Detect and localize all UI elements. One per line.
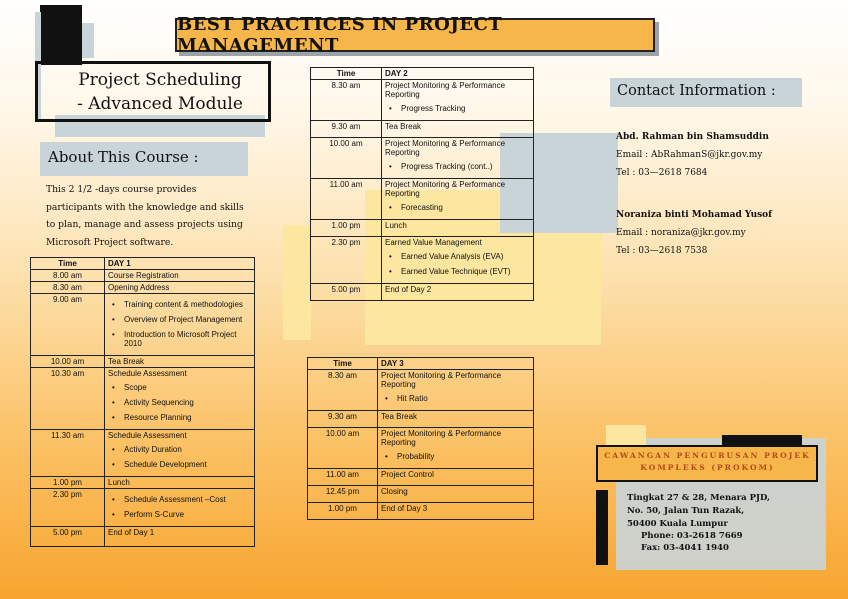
table-row [31,430,255,477]
session-title: Project Monitoring & Performance Reporting [385,180,506,198]
about-line: to plan, manage and assess projects using [46,219,243,230]
session-title: End of Day 1 [108,528,155,537]
session-title: End of Day 2 [385,285,432,294]
session-topic: • Schedule Development [108,460,251,469]
session-time: 1.00 pm [31,477,105,489]
session-time: 9.30 am [308,411,378,428]
day1-schedule-table [30,257,255,547]
session-topic: • Progress Tracking (cont..) [385,162,530,171]
session-title: Closing [381,487,408,496]
deco-gray-bar-top [82,23,94,58]
table-row [308,469,534,486]
session-content [378,370,534,411]
session-time: 8.30 am [311,80,382,121]
session-content [382,237,534,284]
table-row [31,368,255,430]
prokom-line1: CAWANGAN PENGURUSAN PROJEK [604,451,811,460]
session-topics [385,104,530,113]
title-banner [175,14,655,56]
prokom-line2: KOMPLEKS (PROKOM) [640,463,775,472]
table-row [31,477,255,489]
table-row [31,356,255,368]
session-title: Schedule Assessment [108,369,187,378]
module-title-line1: Project Scheduling [78,70,242,90]
day3-schedule-table [307,357,534,520]
session-content [378,486,534,503]
session-time: 10.30 am [31,368,105,430]
about-heading-box [40,142,248,176]
about-line: Microsoft Project software. [46,236,174,248]
session-title: Tea Break [108,357,145,366]
session-topic: • Scope [108,383,251,392]
table-row [308,411,534,428]
table-row [31,270,255,282]
deco-black-strip-bottom [596,490,608,565]
prokom-name [600,450,815,474]
table-row [31,282,255,294]
session-time: 5.00 pm [311,284,382,301]
address-line: No. 50, Jalan Tun Razak, [627,506,745,516]
session-title: Project Monitoring & Performance Reporting [381,429,502,447]
contact1-name: Abd. Rahman bin Shamsuddin [616,132,769,142]
session-content [382,220,534,237]
session-content [105,489,255,527]
deco-black-square [40,5,82,65]
session-time: 8.30 am [308,370,378,411]
session-topics [385,252,530,276]
about-text [46,181,256,251]
session-content [105,356,255,368]
session-content [378,411,534,428]
session-time: 2.30 pm [31,489,105,527]
session-time: 10.00 am [311,138,382,179]
day2-schedule-table [310,67,534,301]
session-topics [108,383,251,422]
session-content [382,179,534,220]
session-time: 11.30 am [31,430,105,477]
session-topic: • Activity Duration [108,445,251,454]
session-topics [385,162,530,171]
contact1-phone: Tel : 03—2618 7684 [616,168,708,178]
session-title: Course Registration [108,271,179,280]
contact-heading-box [610,78,802,107]
session-time: 8.30 am [31,282,105,294]
about-line: This 2 1/2 -days course provides [46,184,197,195]
table-row [311,80,534,121]
session-content [378,428,534,469]
session-time: 8.00 am [31,270,105,282]
session-content [382,121,534,138]
table-row [311,284,534,301]
session-topics [381,452,530,461]
session-content [105,527,255,547]
about-line: participants with the knowledge and skills [46,201,244,213]
col-time-header: Time [308,358,378,370]
session-topic: • Training content & methodologies [108,300,251,309]
session-content [105,430,255,477]
session-topics [381,394,530,403]
contact2-email[interactable]: Email : noraniza@jkr.gov.my [616,228,746,238]
about-heading: About This Course : [48,148,199,166]
table-header-row [31,258,255,270]
session-time: 11.00 am [308,469,378,486]
session-title: Tea Break [381,412,418,421]
session-content [382,284,534,301]
session-content [105,477,255,489]
address-phone: Phone: 03-2618 7669 [641,531,743,541]
session-title: Tea Break [385,122,422,131]
session-topic: • Progress Tracking [385,104,530,113]
module-title [70,68,250,116]
table-row [31,527,255,547]
session-topic: • Schedule Assessment –Cost [108,495,251,504]
session-time: 9.30 am [311,121,382,138]
table-row [308,370,534,411]
deco-yellow-left [283,225,311,340]
session-content [105,270,255,282]
session-topic: • Earned Value Technique (EVT) [385,267,530,276]
col-time-header: Time [31,258,105,270]
session-content [382,80,534,121]
session-title: Lunch [108,478,130,487]
session-content [105,282,255,294]
session-topic: • Introduction to Microsoft Project 2010 [108,330,251,348]
table-row [311,179,534,220]
session-time: 5.00 pm [31,527,105,547]
col-time-header: Time [311,68,382,80]
session-topic: • Activity Sequencing [108,398,251,407]
session-time: 10.00 am [308,428,378,469]
table-row [31,489,255,527]
session-content [382,138,534,179]
session-title: Project Monitoring & Performance Reporting [381,371,502,389]
address-line: Tingkat 27 & 28, Menara PJD, [627,493,771,503]
session-time: 2.30 pm [311,237,382,284]
session-time: 1.00 pm [308,503,378,520]
col-day-header: DAY 2 [382,68,534,80]
deco-yellow-bottom-right [606,425,646,447]
session-topics [108,445,251,469]
session-title: End of Day 3 [381,504,428,513]
module-title-line2: - Advanced Module [77,94,243,114]
session-content [378,503,534,520]
session-content [378,469,534,486]
session-time: 12.45 pm [308,486,378,503]
table-row [308,428,534,469]
session-topic: • Probability [381,452,530,461]
session-topic: • Hit Ratio [381,394,530,403]
table-row [308,486,534,503]
session-title: Schedule Assessment [108,431,187,440]
session-content [105,294,255,356]
table-row [311,220,534,237]
session-title: Project Control [381,470,434,479]
table-header-row [311,68,534,80]
session-time: 11.00 am [311,179,382,220]
session-topic: • Resource Planning [108,413,251,422]
contact1-email[interactable]: Email : AbRahmanS@jkr.gov.my [616,150,763,160]
table-row [311,237,534,284]
session-topic: • Earned Value Analysis (EVA) [385,252,530,261]
table-header-row [308,358,534,370]
session-topic: • Perform S-Curve [108,510,251,519]
session-time: 9.00 am [31,294,105,356]
col-day-header: DAY 1 [105,258,255,270]
session-content [105,368,255,430]
session-title: Opening Address [108,283,170,292]
session-time: 10.00 am [31,356,105,368]
session-topic: • Overview of Project Management [108,315,251,324]
session-title: Project Monitoring & Performance Reporting [385,139,506,157]
session-topics [385,203,530,212]
contact2-phone: Tel : 03—2618 7538 [616,246,708,256]
contact-heading: Contact Information : [617,83,776,99]
session-topics [108,495,251,519]
session-topics [108,300,251,348]
session-title: Earned Value Management [385,238,482,247]
session-title: Lunch [385,221,407,230]
table-row [311,121,534,138]
table-row [311,138,534,179]
table-row [31,294,255,356]
address-line: 50400 Kuala Lumpur [627,519,728,529]
col-day-header: DAY 3 [378,358,534,370]
session-topic: • Forecasting [385,203,530,212]
address-fax: Fax: 03-4041 1940 [641,543,729,553]
contact2-name: Noraniza binti Mohamad Yusof [616,210,773,220]
session-title: Project Monitoring & Performance Reporting [385,81,506,99]
table-row [308,503,534,520]
page-title: BEST PRACTICES IN PROJECT MANAGEMENT [177,14,503,56]
session-time: 1.00 pm [311,220,382,237]
